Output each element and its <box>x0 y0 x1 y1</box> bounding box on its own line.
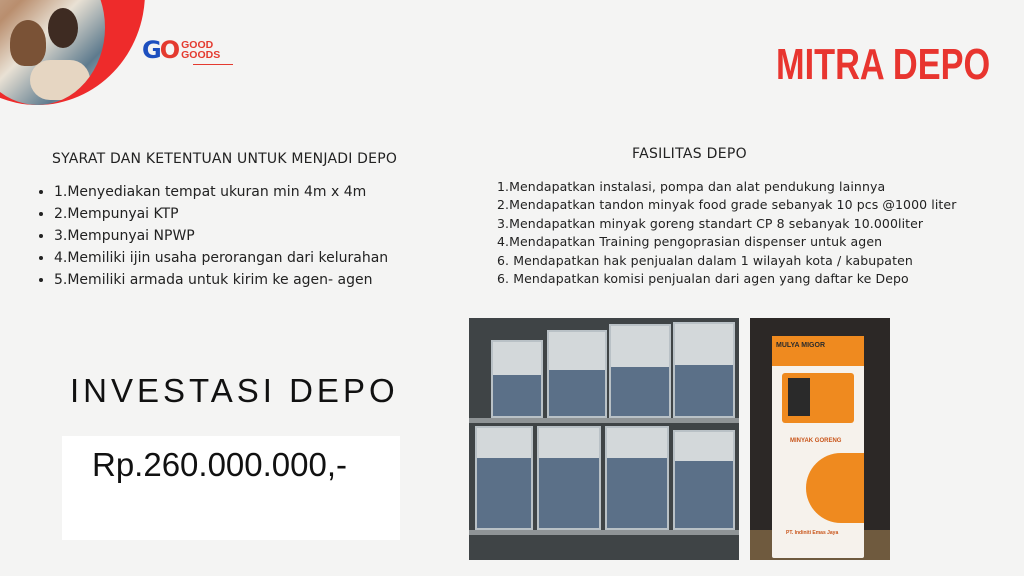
logo-line-2: GOODS <box>181 49 221 61</box>
syarat-item: • 2.Mempunyai KTP <box>54 203 388 225</box>
dispenser-photo <box>750 318 890 560</box>
fasilitas-item: 1.Mendapatkan instalasi, pompa dan alat pendukung lainnya <box>497 179 886 194</box>
investment-price: Rp.260.000.000,- <box>92 446 348 483</box>
investasi-heading: INVESTASI DEPO <box>70 372 399 409</box>
logo-underline <box>193 64 233 65</box>
syarat-item: • 3.Mempunyai NPWP <box>54 225 388 247</box>
dispenser-brand: MULYA MIGOR <box>776 342 826 349</box>
fasilitas-heading: FASILITAS DEPO <box>632 146 747 162</box>
dispenser-product: MINYAK GORENG <box>790 438 842 444</box>
fasilitas-item: 4.Mendapatkan Training pengoprasian dispenser untuk agen <box>497 234 883 250</box>
syarat-item: • 5.Memiliki armada untuk kirim ke agen- agen <box>54 269 388 291</box>
syarat-heading: SYARAT DAN KETENTUAN UNTUK MENJADI DEPO <box>52 151 398 167</box>
fasilitas-list <box>497 178 956 288</box>
syarat-item: • 4.Memiliki ijin usaha perorangan dari kelurahan <box>54 247 388 269</box>
logo-line-1: GOOD <box>181 39 214 51</box>
syarat-item: • 1.Menyediakan tempat ukuran min 4m x 4m <box>54 181 388 203</box>
fasilitas-item: 2.Mendapatkan tandon minyak food grade sebanyak 10 pcs @1000 liter <box>497 197 957 213</box>
syarat-list <box>36 181 388 291</box>
fasilitas-item: 3.Mendapatkan minyak goreng standart CP 8 sebanyak 10.000liter <box>497 215 924 231</box>
goodgoods-logo <box>142 36 220 64</box>
fasilitas-item: 6. Mendapatkan komisi penjualan dari agen yang daftar ke Depo <box>497 271 909 287</box>
oil-tanks-photo <box>469 318 739 560</box>
fasilitas-item: 6. Mendapatkan hak penjualan dalam 1 wilayah kota / kabupaten <box>497 252 913 268</box>
logo-mark: GO <box>142 36 179 64</box>
page-title: MITRA DEPO <box>776 40 991 89</box>
dispenser-company: PT. Indiniti Emas Jaya <box>786 530 839 536</box>
